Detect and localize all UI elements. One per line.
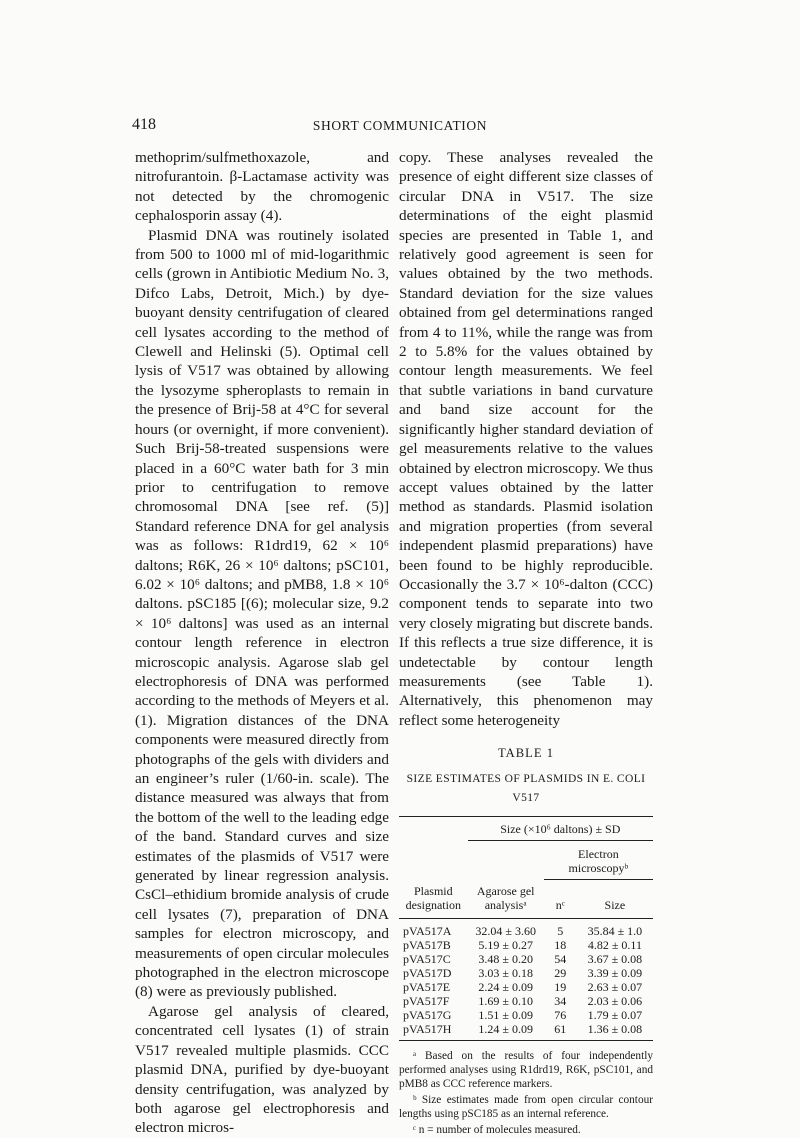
table-row xyxy=(399,966,653,980)
plasmid-cell: pVA517H xyxy=(403,1021,452,1036)
table-row xyxy=(399,1008,653,1022)
table-footnote-a: ᵃ Based on the results of four independently performed analyses using R1drd19, R6K, pSC101, and pMB8 as CCC reference markers. xyxy=(399,1049,653,1090)
size-cell: 2.03 ± 0.06 xyxy=(587,993,643,1008)
table-caption: SIZE ESTIMATES OF PLASMIDS IN E. COLI V517 xyxy=(406,772,646,804)
plasmid-cell: pVA517B xyxy=(403,937,451,952)
table-row xyxy=(399,1022,653,1041)
running-header: SHORT COMMUNICATION xyxy=(312,118,488,133)
size-cell: 1.79 ± 0.07 xyxy=(587,1007,643,1022)
size-estimates-table xyxy=(399,816,653,1041)
size-cell: 4.82 ± 0.11 xyxy=(587,937,642,952)
plasmid-cell: pVA517C xyxy=(403,951,451,966)
right-column xyxy=(399,148,653,1137)
n-cell: 29 xyxy=(554,965,567,980)
n-cell: 34 xyxy=(554,993,567,1008)
plasmid-cell: pVA517F xyxy=(403,993,450,1008)
size-cell: 3.67 ± 0.08 xyxy=(587,951,643,966)
n-column-header: nᶜ xyxy=(555,897,565,912)
table-row xyxy=(399,952,653,966)
gel-cell: 1.69 ± 0.10 xyxy=(478,993,533,1008)
table-footnote-c: ᶜ n = number of molecules measured. xyxy=(413,1123,581,1136)
paragraph: copy. These analyses revealed the presence of eight different size classes of circular DNA in V517. The size determinations of the eight plasmid species are presented in Table 1, and relatively good agreement is seen for values obtained by the two methods. Standard deviation for the size values obtained from gel determinations ranged from 4 to 11%, while the range was from 2 to 5.8% for the values obtained by contour length measurements. We feel that subtle variations in band curvature and band size account for the significantly higher standard deviation of gel measurements relative to the values obtained by electron microscopy. We thus accept values obtained by the latter method as standards. Plasmid isolation and migration properties (from several independent plasmid preparations) have been found to be highly reproducible. Occasionally the 3.7 × 10⁶-dalton (CCC) component tends to separate into two very closely migrating but discrete bands. If this reflects a true size difference, it is undetectable by contour length measurements (see Table 1). Alternatively, this phenomenon may reflect some heterogeneity xyxy=(399,149,653,729)
plasmid-cell: pVA517A xyxy=(403,923,452,938)
gel-cell: 2.24 ± 0.09 xyxy=(478,979,533,994)
gel-column-header: Agarose gel analysisᵃ xyxy=(476,883,535,912)
size-cell: 3.39 ± 0.09 xyxy=(587,965,643,980)
table-row xyxy=(399,994,653,1008)
size-cell: 1.36 ± 0.08 xyxy=(587,1021,643,1036)
table-footnote-b: ᵇ Size estimates made from open circular contour lengths using pSC185 as an internal reference. xyxy=(399,1093,653,1120)
size-span-header: Size (×10⁶ daltons) ± SD xyxy=(468,817,653,841)
n-cell: 18 xyxy=(554,937,567,952)
n-cell: 61 xyxy=(554,1021,567,1036)
gel-cell: 3.48 ± 0.20 xyxy=(478,951,533,966)
gel-cell: 1.51 ± 0.09 xyxy=(478,1007,533,1022)
table-row xyxy=(399,918,653,938)
paragraph: Plasmid DNA was routinely isolated from 500 to 1000 ml of mid-logarithmic cells (grown in Antibiotic Medium No. 3, Difco Labs, Detroit, Mich.) by dye-buoyant density centrifugation of cleared cell lysates according to the method of Clewell and Helinski (5). Optimal cell lysis of V517 was obtained by allowing the lysozyme spheroplasts to remain in the presence of Brij-58 at 4°C for several hours (or overnight, if more convenient). Such Brij-58-treated suspensions were placed in a 60°C water bath for 3 min prior to centrifugation to remove chromosomal DNA [see ref. (5)] Standard reference DNA for gel analysis was as follows: R1drd19, 62 × 10⁶ daltons; R6K, 26 × 10⁶ daltons; pSC101, 6.02 × 10⁶ daltons; and pMB8, 1.8 × 10⁶ daltons. pSC185 [(6); molecular size, 9.2 × 10⁶ daltons] was used as an internal contour length reference in electron microscopic analysis. Agarose slab gel electrophoresis of DNA was performed according to the methods of Meyers et al. (1). Migration distances of the DNA components were measured directly from photographs of the gels with dividers and an engineer’s ruler (1/60-in. scale). The distance measured was always that from the bottom of the well to the leading edge of the band. Standard curves and size estimates of the plasmids of V517 were generated by linear regression analysis. CsCl–ethidium bromide analysis of crude cell lysates (7), preparation of DNA samples for electron microscopy, and measurements of open circular molecules photographed in the electron microscope (8) were as previously published. xyxy=(135,226,389,1001)
gel-cell: 5.19 ± 0.27 xyxy=(478,937,533,952)
table-row xyxy=(399,980,653,994)
plasmid-cell: pVA517D xyxy=(403,965,452,980)
n-cell: 5 xyxy=(557,923,564,938)
n-cell: 19 xyxy=(554,979,567,994)
plasmid-cell: pVA517E xyxy=(403,979,451,994)
size-column-header: Size xyxy=(604,897,626,912)
gel-cell: 1.24 ± 0.09 xyxy=(478,1021,533,1036)
size-cell: 35.84 ± 1.0 xyxy=(587,923,643,938)
n-cell: 76 xyxy=(554,1007,567,1022)
gel-cell: 32.04 ± 3.60 xyxy=(475,923,536,938)
paragraph: methoprim/sulfmethoxazole, and nitrofurantoin. β-Lactamase activity was not detected by the chromogenic cephalosporin assay (4). xyxy=(135,149,389,225)
table-label: TABLE 1 xyxy=(497,746,554,761)
page-number: 418 xyxy=(132,116,156,133)
gel-cell: 3.03 ± 0.18 xyxy=(478,965,533,980)
left-column xyxy=(135,148,389,1138)
n-cell: 54 xyxy=(554,951,567,966)
electron-microscopy-header: Electron microscopyᵇ xyxy=(544,841,653,880)
size-cell: 2.63 ± 0.07 xyxy=(587,979,643,994)
plasmid-column-header: Plasmid designation xyxy=(405,883,461,912)
table-body xyxy=(399,918,653,1040)
paragraph: Agarose gel analysis of cleared, concentrated cell lysates (1) of strain V517 revealed multiple plasmids. CCC plasmid DNA, purified by dye-buoyant density centrifugation, was analyzed by both agarose gel electrophoresis and electron micros- xyxy=(135,1002,389,1137)
plasmid-cell: pVA517G xyxy=(403,1007,452,1022)
table-row xyxy=(399,938,653,952)
